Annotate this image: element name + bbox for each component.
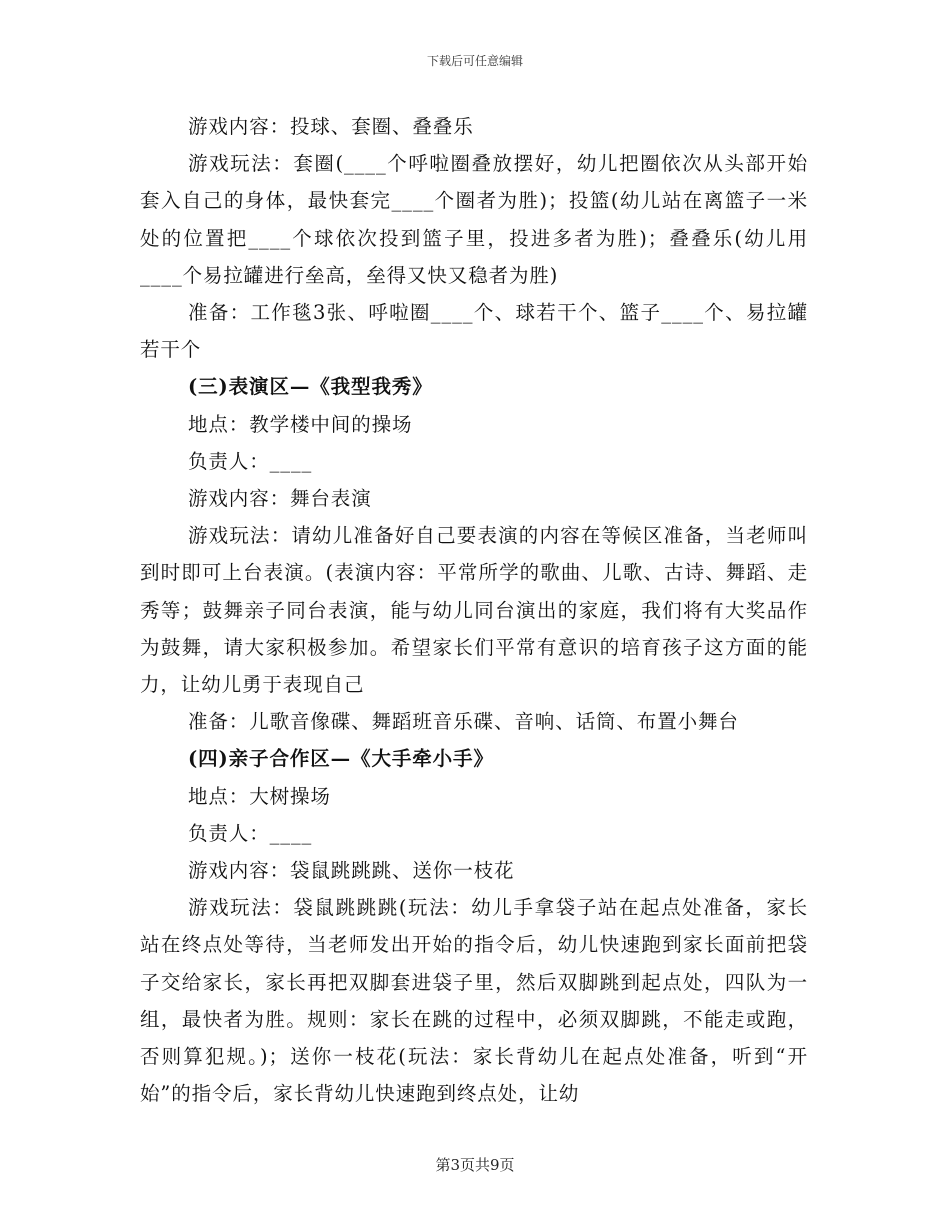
paragraph-preparation-2: 准备：儿歌音像碟、舞蹈班音乐碟、音响、话筒、布置小舞台 (188, 710, 739, 734)
paragraph-game-rules-1: 游戏玩法：套圈(____个呼啦圈叠放摆好，幼儿把圈依次从头部开始套入自己的身体，最快套完____个圈者为胜)；投篮(幼儿站在离篮子一米处的位置把____个球依次投到篮子里，投进多者为胜)；叠叠乐(幼儿用____个易拉罐进行垒高，垒得又快又稳者为胜) (140, 152, 808, 287)
page-footer: 第3页共9页 (435, 1156, 515, 1174)
page-header: 下载后可任意编辑 (426, 54, 523, 68)
paragraph-location-3: 地点：大树操场 (188, 784, 331, 808)
paragraph-person-in-charge-3: 负责人：____ (188, 821, 313, 845)
paragraph-game-content-3: 游戏内容：袋鼠跳跳跳、送你一枝花 (188, 859, 515, 883)
section-heading-performance-area: (三)表演区—《我型我秀》 (188, 375, 433, 399)
paragraph-location-2: 地点：教学楼中间的操场 (188, 412, 413, 436)
paragraph-game-rules-3: 游戏玩法：袋鼠跳跳跳(玩法：幼儿手拿袋子站在起点处准备，家长站在终点处等待，当老师发出开始的指令后，幼儿快速跑到家长面前把袋子交给家长，家长再把双脚套进袋子里，然后双脚跳到起点处，四队为一组，最快者为胜。规则：家长在跳的过程中，必须双脚跳，不能走或跑，否则算犯规。)；送你一枝花(玩法：家长背幼儿在起点处准备，听到“开始”的指令后，家长背幼儿快速跑到终点处，让幼 (140, 896, 808, 1106)
paragraph-game-content-1: 游戏内容：投球、套圈、叠叠乐 (188, 115, 474, 138)
paragraph-preparation-1: 准备：工作毯3张、呼啦圈____个、球若干个、篮子____个、易拉罐若干个 (140, 301, 808, 362)
paragraph-game-rules-2: 游戏玩法：请幼儿准备好自己要表演的内容在等候区准备，当老师叫到时即可上台表演。(表演内容：平常所学的歌曲、儿歌、古诗、舞蹈、走秀等；鼓舞亲子同台表演，能与幼儿同台演出的家庭，我们将有大奖品作为鼓舞，请大家积极参加。希望家长们平常有意识的培育孩子这方面的能力，让幼儿勇于表现自己 (140, 524, 808, 697)
paragraph-person-in-charge-2: 负责人：____ (188, 449, 313, 473)
document-body (140, 108, 808, 1112)
section-heading-parent-child-area: (四)亲子合作区—《大手牵小手》 (188, 747, 494, 771)
paragraph-game-content-2: 游戏内容：舞台表演 (188, 487, 372, 511)
